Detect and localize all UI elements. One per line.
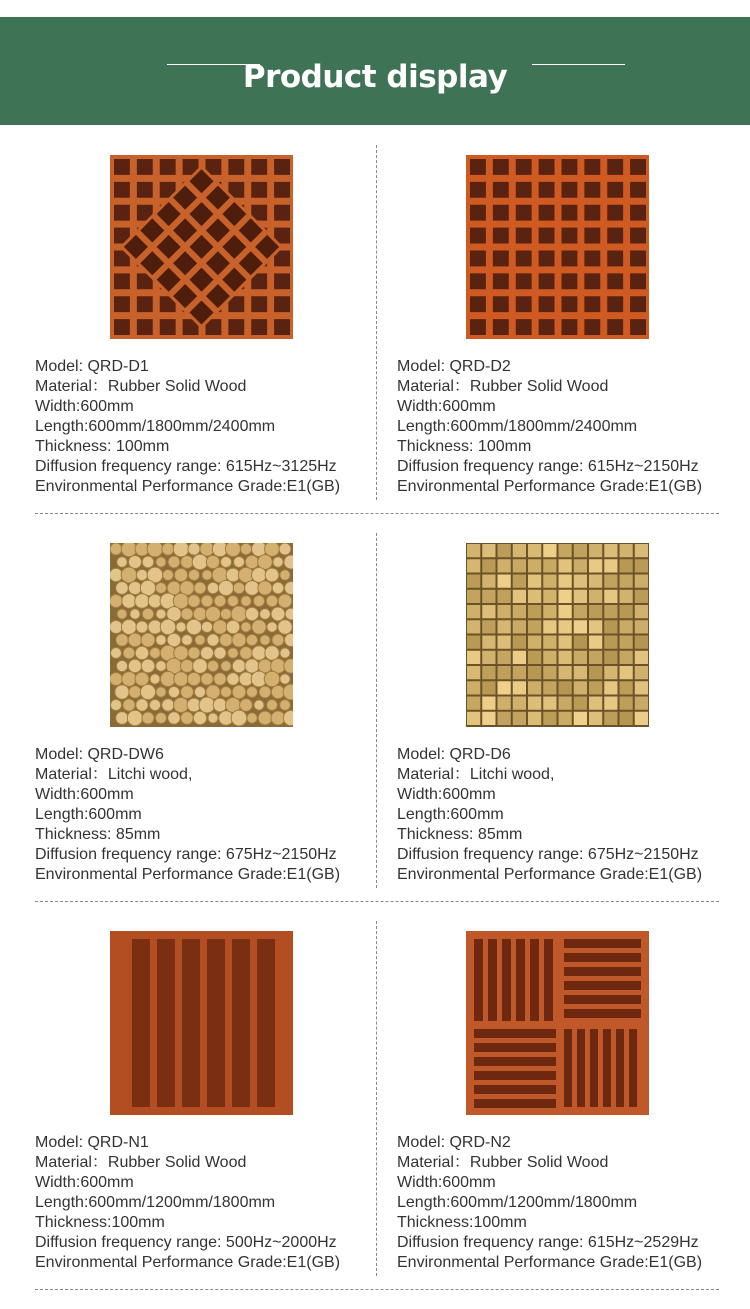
spec-width: Width:600mm bbox=[397, 1174, 496, 1191]
product-image-square-grid-diffuser bbox=[466, 155, 649, 339]
product-image-diamond-grid-diffuser bbox=[110, 155, 293, 339]
page-title: Product display bbox=[242, 59, 508, 95]
spec-width: Width:600mm bbox=[397, 786, 496, 803]
spec-length: Length:600mm/1200mm/1800mm bbox=[397, 1194, 638, 1211]
spec-grade: Environmental Performance Grade:E1(GB) bbox=[397, 478, 703, 495]
spec-width: Width:600mm bbox=[397, 398, 496, 415]
spec-width: Width:600mm bbox=[35, 398, 134, 415]
spec-material: Material：Litchi wood, bbox=[35, 766, 193, 783]
spec-model: Model: QRD-D1 bbox=[35, 358, 149, 375]
product-image-log-round-diffuser bbox=[110, 543, 293, 727]
spec-thickness: Thickness:100mm bbox=[35, 1214, 165, 1231]
spec-thickness: Thickness: 85mm bbox=[397, 826, 523, 843]
spec-length: Length:600mm/1800mm/2400mm bbox=[397, 418, 638, 435]
spec-grade: Environmental Performance Grade:E1(GB) bbox=[35, 866, 341, 883]
product-image-block-skyline-diffuser bbox=[466, 543, 649, 727]
spec-model: Model: QRD-D6 bbox=[397, 746, 511, 763]
product-row bbox=[0, 921, 750, 1309]
spec-length: Length:600mm/1800mm/2400mm bbox=[35, 418, 276, 435]
spec-grade: Environmental Performance Grade:E1(GB) bbox=[35, 478, 341, 495]
column-divider bbox=[376, 533, 377, 888]
row-divider bbox=[35, 901, 719, 902]
column-divider bbox=[376, 921, 377, 1276]
product-specs bbox=[35, 1133, 340, 1273]
spec-thickness: Thickness: 100mm bbox=[35, 438, 170, 455]
spec-diffusion: Diffusion frequency range: 615Hz~2529Hz bbox=[397, 1234, 699, 1251]
title-rule-right bbox=[532, 64, 625, 65]
spec-material: Material：Rubber Solid Wood bbox=[397, 378, 609, 395]
product-specs bbox=[397, 1133, 702, 1273]
column-divider bbox=[376, 145, 377, 500]
product-specs bbox=[397, 357, 702, 497]
spec-width: Width:600mm bbox=[35, 1174, 134, 1191]
spec-model: Model: QRD-D2 bbox=[397, 358, 511, 375]
spec-model: Model: QRD-DW6 bbox=[35, 746, 164, 763]
product-image-quadrant-slot-diffuser bbox=[466, 931, 649, 1115]
row-divider bbox=[35, 1289, 719, 1290]
spec-thickness: Thickness: 100mm bbox=[397, 438, 532, 455]
spec-diffusion: Diffusion frequency range: 615Hz~2150Hz bbox=[397, 458, 699, 475]
spec-diffusion: Diffusion frequency range: 675Hz~2150Hz bbox=[35, 846, 337, 863]
product-row bbox=[0, 533, 750, 921]
spec-grade: Environmental Performance Grade:E1(GB) bbox=[397, 1254, 703, 1271]
product-row bbox=[0, 145, 750, 533]
product-specs bbox=[35, 357, 340, 497]
spec-length: Length:600mm bbox=[35, 806, 142, 823]
spec-model: Model: QRD-N2 bbox=[397, 1134, 511, 1151]
header-banner bbox=[0, 17, 750, 125]
product-specs bbox=[35, 745, 340, 885]
spec-thickness: Thickness: 85mm bbox=[35, 826, 161, 843]
spec-thickness: Thickness:100mm bbox=[397, 1214, 527, 1231]
spec-length: Length:600mm bbox=[397, 806, 504, 823]
spec-diffusion: Diffusion frequency range: 615Hz~3125Hz bbox=[35, 458, 337, 475]
product-image-vertical-slot-diffuser bbox=[110, 931, 293, 1115]
spec-material: Material：Rubber Solid Wood bbox=[35, 1154, 247, 1171]
row-divider bbox=[35, 513, 719, 514]
spec-width: Width:600mm bbox=[35, 786, 134, 803]
spec-grade: Environmental Performance Grade:E1(GB) bbox=[35, 1254, 341, 1271]
spec-material: Material：Rubber Solid Wood bbox=[397, 1154, 609, 1171]
spec-model: Model: QRD-N1 bbox=[35, 1134, 149, 1151]
product-specs bbox=[397, 745, 702, 885]
spec-diffusion: Diffusion frequency range: 675Hz~2150Hz bbox=[397, 846, 699, 863]
spec-length: Length:600mm/1200mm/1800mm bbox=[35, 1194, 276, 1211]
spec-material: Material：Litchi wood, bbox=[397, 766, 555, 783]
spec-grade: Environmental Performance Grade:E1(GB) bbox=[397, 866, 703, 883]
spec-diffusion: Diffusion frequency range: 500Hz~2000Hz bbox=[35, 1234, 337, 1251]
spec-material: Material：Rubber Solid Wood bbox=[35, 378, 247, 395]
